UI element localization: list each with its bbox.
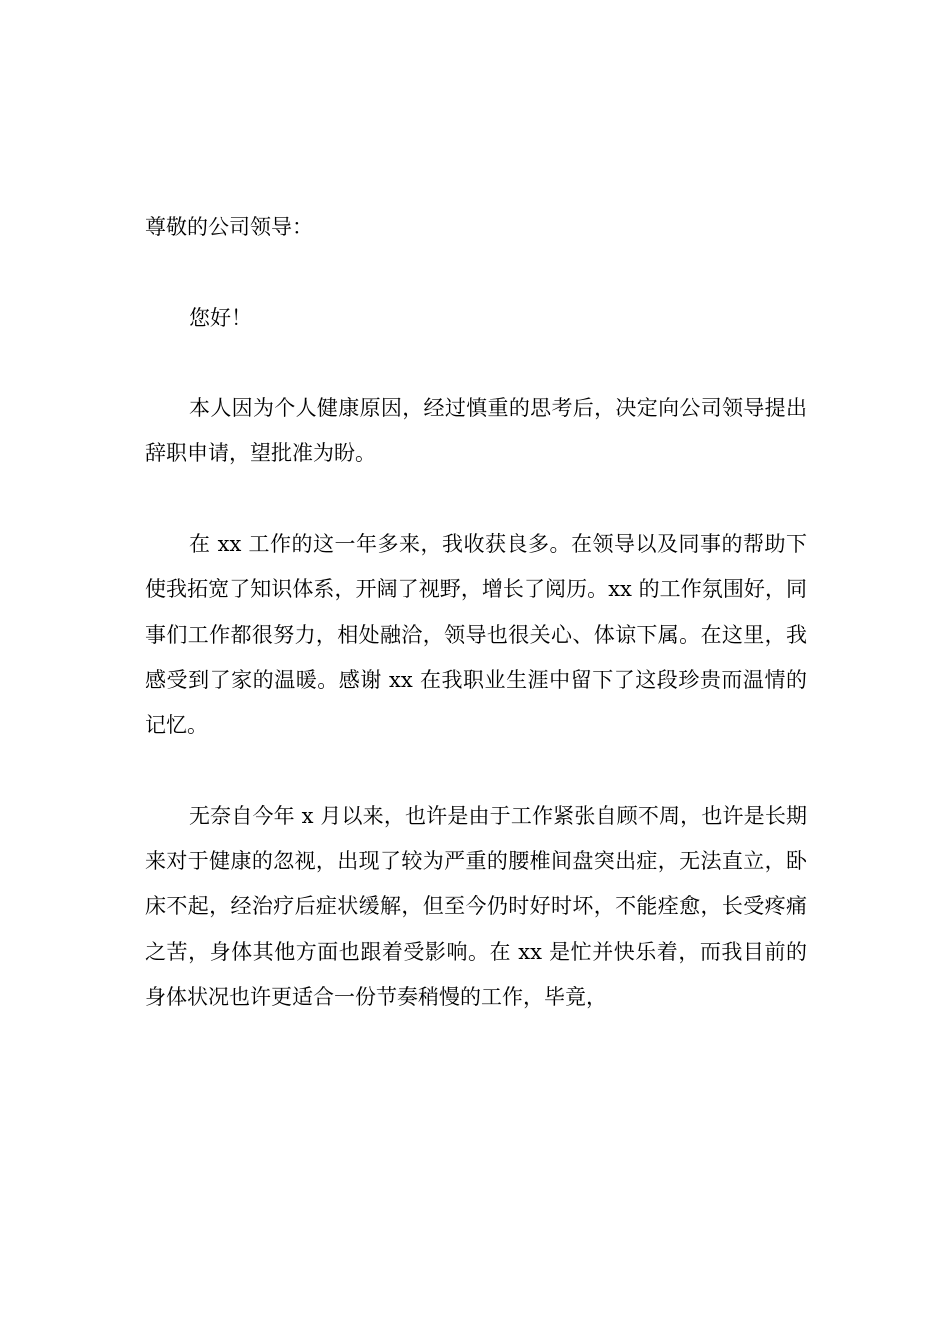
salutation: 尊敬的公司领导： bbox=[145, 215, 313, 239]
greeting: 您好！ bbox=[189, 305, 252, 330]
paragraph-reason: 本人因为个人健康原因，经过慎重的思考后，决定向公司领导提出辞职申请，望批准为盼。 bbox=[145, 396, 807, 466]
letter-body bbox=[145, 205, 807, 1020]
paragraph-gratitude: 在 xx 工作的这一年多来，我收获良多。在领导以及同事的帮助下使我拓宽了知识体系，开阔了视野，增长了阅历。xx 的工作氛围好，同事们工作都很努力，相处融洽，领导也很关心、体谅下属。在这里，我感受到了家的温暖。感谢 xx 在我职业生涯中留下了这段珍贵而温情的记忆。 bbox=[145, 532, 807, 738]
paragraph-health: 无奈自今年 x 月以来，也许是由于工作紧张自顾不周，也许是长期来对于健康的忽视，出现了较为严重的腰椎间盘突出症，无法直立，卧床不起，经治疗后症状缓解，但至今仍时好时坏，不能痊愈，长受疼痛之苦，身体其他方面也跟着受影响。在 xx 是忙并快乐着，而我目前的身体状况也许更适合一份节奏稍慢的工作，毕竟， bbox=[145, 803, 807, 1010]
